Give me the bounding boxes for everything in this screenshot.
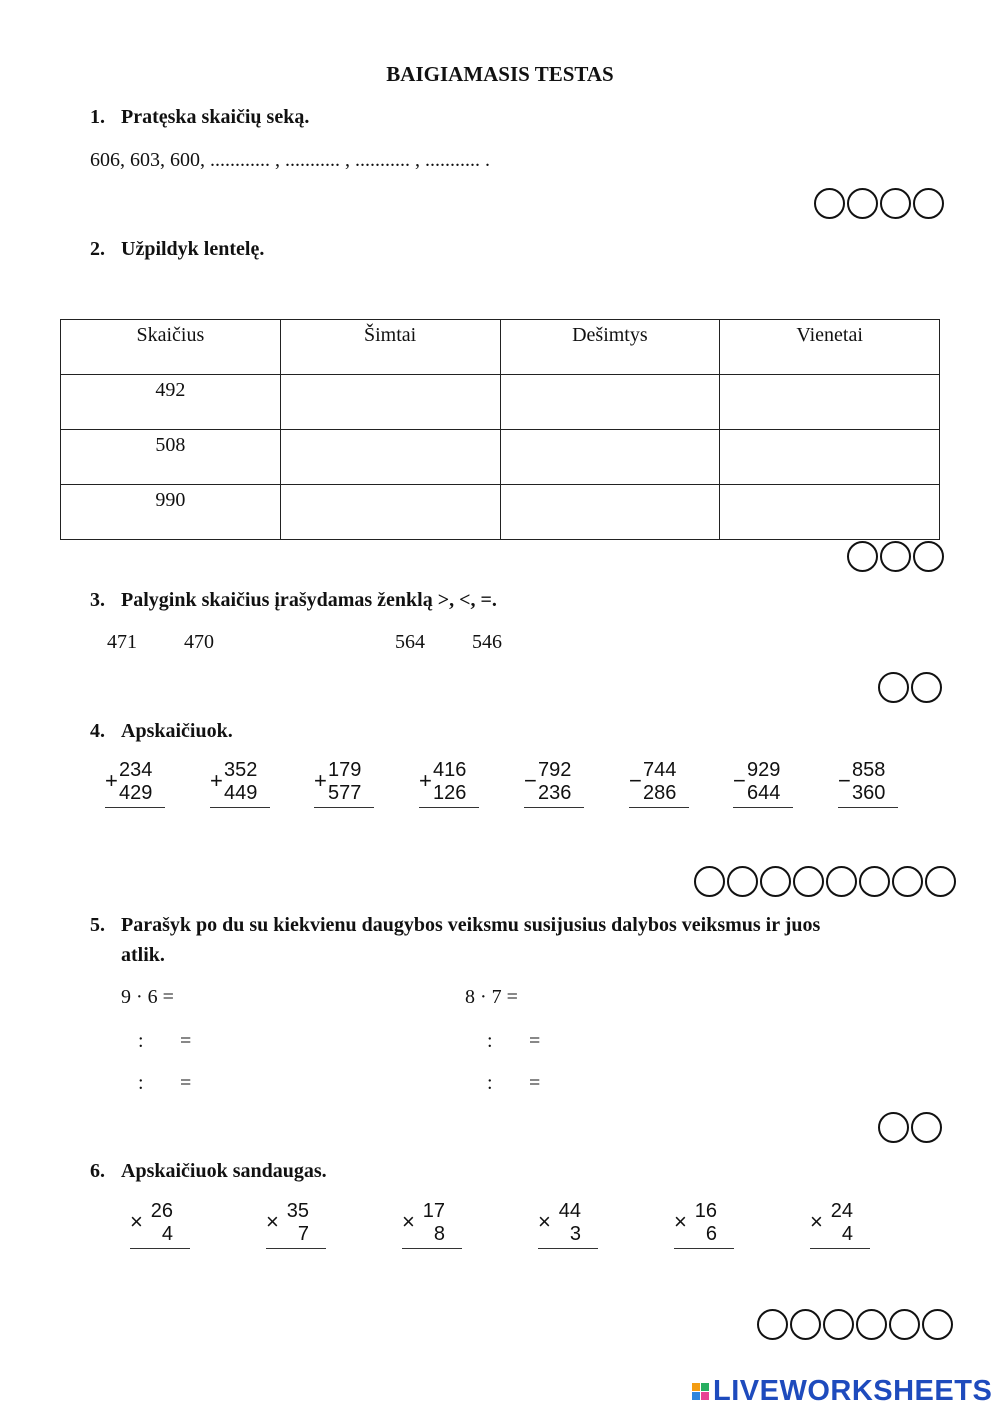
score-circle[interactable] xyxy=(889,1309,920,1340)
answer-cell[interactable] xyxy=(500,375,720,430)
liveworksheets-logo[interactable] xyxy=(692,1375,992,1408)
compare-right-b: 546 xyxy=(472,631,502,653)
score-circle[interactable] xyxy=(911,1112,942,1143)
q4-text: Apskaičiuok. xyxy=(121,720,233,742)
q6-score-circles xyxy=(755,1309,953,1340)
compare-left-b: 470 xyxy=(184,631,214,653)
q2-score-circles xyxy=(845,541,944,572)
q3-heading xyxy=(90,589,497,612)
score-circle[interactable] xyxy=(847,188,878,219)
score-circle[interactable] xyxy=(859,866,890,897)
place-value-table xyxy=(60,319,940,540)
q2-heading xyxy=(90,238,264,261)
q1-sequence[interactable]: 606, 603, 600, ............ , ........... , ........... , ........... . xyxy=(90,149,490,171)
q1-score-circles xyxy=(812,188,944,219)
division-colon: : xyxy=(138,1030,144,1052)
q6-number: 6. xyxy=(90,1160,105,1182)
q2-text: Užpildyk lentelę. xyxy=(121,238,265,260)
answer-cell[interactable] xyxy=(720,375,940,430)
score-circle[interactable] xyxy=(790,1309,821,1340)
answer-cell[interactable] xyxy=(280,485,500,540)
score-circle[interactable] xyxy=(856,1309,887,1340)
multiplication-right: 8 · 7 = xyxy=(465,986,518,1008)
q2-number: 2. xyxy=(90,238,105,260)
table-row xyxy=(61,375,940,430)
q5-number: 5. xyxy=(90,914,105,936)
division-colon: : xyxy=(487,1072,493,1094)
q3-number: 3. xyxy=(90,589,105,611)
q4-score-circles xyxy=(692,866,956,897)
q1-heading xyxy=(90,106,309,129)
table-number-cell: 492 xyxy=(61,375,281,430)
q5-text-continued: atlik. xyxy=(121,944,165,966)
q5-text: Parašyk po du su kiekvienu daugybos veiksmu susijusius dalybos veiksmus ir juos xyxy=(121,914,821,936)
compare-left-a: 471 xyxy=(107,631,137,653)
division-colon: : xyxy=(487,1030,493,1052)
answer-cell[interactable] xyxy=(500,485,720,540)
table-header-row xyxy=(61,320,940,375)
table-row xyxy=(61,485,940,540)
score-circle[interactable] xyxy=(911,672,942,703)
score-circle[interactable] xyxy=(878,1112,909,1143)
table-number-cell: 508 xyxy=(61,430,281,485)
division-equals: = xyxy=(180,1072,192,1094)
score-circle[interactable] xyxy=(880,541,911,572)
score-circle[interactable] xyxy=(847,541,878,572)
q6-text: Apskaičiuok sandaugas. xyxy=(121,1160,327,1182)
score-circle[interactable] xyxy=(892,866,923,897)
score-circle[interactable] xyxy=(727,866,758,897)
score-circle[interactable] xyxy=(760,866,791,897)
score-circle[interactable] xyxy=(757,1309,788,1340)
table-header: Šimtai xyxy=(280,320,500,375)
score-circle[interactable] xyxy=(925,866,956,897)
division-equals: = xyxy=(180,1030,192,1052)
table-header: Vienetai xyxy=(720,320,940,375)
score-circle[interactable] xyxy=(793,866,824,897)
compare-right-a: 564 xyxy=(395,631,425,653)
logo-icon xyxy=(692,1383,709,1400)
answer-cell[interactable] xyxy=(500,430,720,485)
division-equals: = xyxy=(529,1030,541,1052)
q1-text: Pratęska skaičių seką. xyxy=(121,106,310,128)
page-title: BAIGIAMASIS TESTAS xyxy=(386,62,614,86)
q3-text: Palygink skaičius įrašydamas ženklą >, <, =. xyxy=(121,589,497,611)
logo-text: LIVEWORKSHEETS xyxy=(713,1375,993,1407)
answer-cell[interactable] xyxy=(720,430,940,485)
table-number-cell: 990 xyxy=(61,485,281,540)
score-circle[interactable] xyxy=(913,188,944,219)
q5-score-circles xyxy=(876,1112,942,1143)
q5-heading xyxy=(90,914,950,937)
table-row xyxy=(61,430,940,485)
table-header: Skaičius xyxy=(61,320,281,375)
table-header: Dešimtys xyxy=(500,320,720,375)
division-colon: : xyxy=(138,1072,144,1094)
answer-cell[interactable] xyxy=(280,430,500,485)
q1-number: 1. xyxy=(90,106,105,128)
score-circle[interactable] xyxy=(880,188,911,219)
score-circle[interactable] xyxy=(694,866,725,897)
q6-heading xyxy=(90,1160,327,1183)
answer-cell[interactable] xyxy=(720,485,940,540)
score-circle[interactable] xyxy=(922,1309,953,1340)
q4-number: 4. xyxy=(90,720,105,742)
answer-cell[interactable] xyxy=(280,375,500,430)
score-circle[interactable] xyxy=(826,866,857,897)
score-circle[interactable] xyxy=(823,1309,854,1340)
q4-heading xyxy=(90,720,233,743)
score-circle[interactable] xyxy=(814,188,845,219)
score-circle[interactable] xyxy=(878,672,909,703)
score-circle[interactable] xyxy=(913,541,944,572)
division-equals: = xyxy=(529,1072,541,1094)
q3-score-circles xyxy=(876,672,942,703)
multiplication-left: 9 · 6 = xyxy=(121,986,174,1008)
